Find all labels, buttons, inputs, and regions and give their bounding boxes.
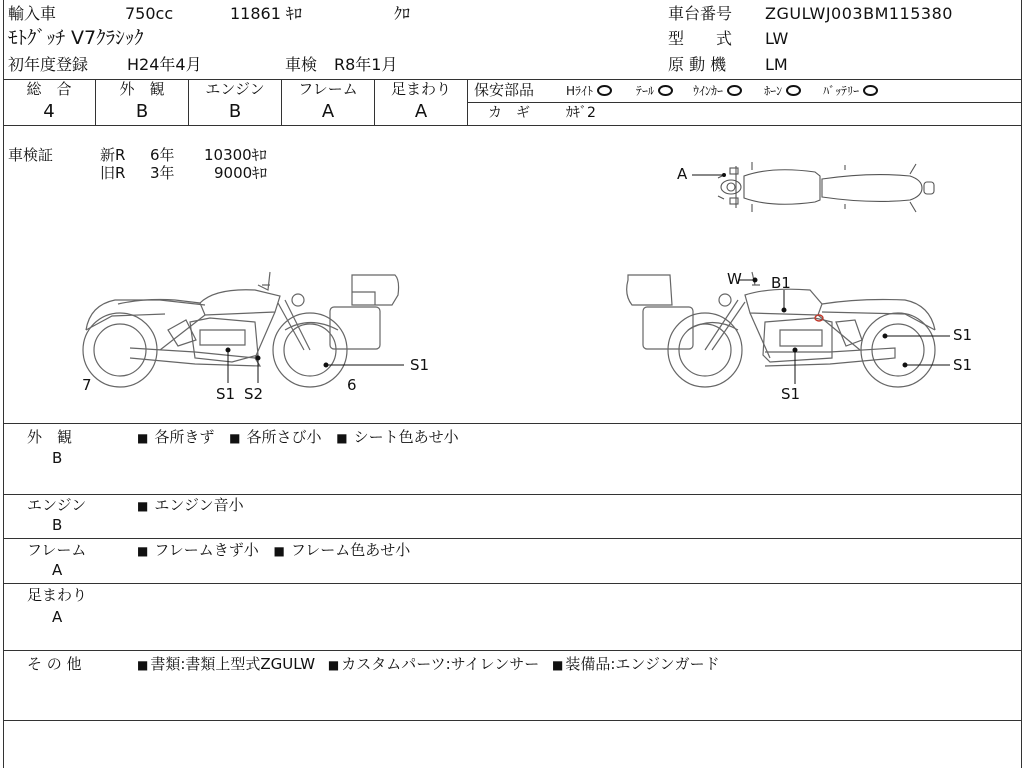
type-label: 型 式 [668, 29, 733, 48]
import-label: 輸入車 [8, 4, 57, 23]
bullet-icon: ■ [137, 431, 149, 445]
section-notes-engine: ■ エンジン音小 [137, 496, 244, 514]
section-notes-exterior: ■ 各所きず ■ 各所さび小 ■ シート色あせ小 [137, 428, 459, 446]
key-value: ｶｷﾞ2 [566, 105, 596, 121]
section-grade-engine: B [52, 516, 63, 534]
frame-no-value: ZGULWJ003BM115380 [765, 4, 953, 23]
safety-item-battery: ﾊﾞｯﾃﾘｰ [823, 82, 878, 98]
grade-frame: A [321, 101, 335, 122]
cert-new-name: 新R [100, 146, 126, 164]
cert-old-price: 9000ｷﾛ [214, 164, 268, 182]
cert-old-name: 旧R [100, 164, 126, 182]
cert-new-years: 6年 [150, 146, 175, 164]
grade-header-engine: エンジン [205, 80, 265, 98]
section-label-exterior: 外 観 [27, 428, 73, 446]
mark-right-w: W [727, 270, 742, 288]
type-value: LW [765, 29, 789, 48]
mark-right-s1-rear: S1 [953, 356, 973, 374]
frame-no-label: 車台番号 [668, 4, 733, 23]
grade-header-frame: フレーム [298, 80, 358, 98]
mark-left-6: 6 [347, 376, 357, 394]
bullet-icon: ■ [137, 544, 149, 558]
cert-label: 車検証 [8, 146, 54, 164]
safety-item-horn: ﾎｰﾝ [764, 82, 801, 98]
bullet-icon: ■ [336, 431, 348, 445]
grade-exterior: B [135, 101, 149, 122]
engine-type-value: LM [765, 55, 788, 74]
section-label-frame: フレーム [27, 541, 87, 559]
section-notes-other: ■ 書類:書類上型式ZGULW ■ カスタムパーツ:サイレンサー ■ 装備品:エンジンガード [137, 655, 720, 673]
safety-item-headlight: Hﾗｲﾄ [566, 82, 612, 98]
grade-header-overall: 総 合 [26, 80, 72, 98]
mark-left-7: 7 [82, 376, 92, 394]
bullet-icon: ■ [273, 544, 285, 558]
section-grade-suspension: A [52, 608, 63, 626]
section-grade-frame: A [52, 561, 63, 579]
mark-top-a: A [677, 165, 688, 183]
key-label: カ ギ [488, 105, 530, 121]
mileage: 11861 ｷﾛ [230, 4, 302, 23]
mark-left-s1: S1 [216, 385, 236, 403]
section-grade-exterior: B [52, 449, 63, 467]
bullet-icon: ■ [229, 431, 241, 445]
safety-label: 保安部品 [474, 81, 535, 99]
grade-header-exterior: 外 観 [119, 80, 165, 98]
mark-right-s1-seat: S1 [953, 326, 973, 344]
first-reg-value: H24年4月 [127, 55, 202, 74]
section-label-suspension: 足まわり [27, 586, 88, 604]
mark-right-b1: B1 [771, 274, 791, 292]
bullet-icon: ■ [327, 658, 340, 672]
displacement: 750cc [125, 4, 174, 23]
bullet-icon: ■ [137, 499, 149, 513]
grade-engine: B [228, 101, 242, 122]
body-color: ｸﾛ [394, 4, 411, 23]
mark-left-s2: S2 [244, 385, 264, 403]
cert-new-price: 10300ｷﾛ [204, 146, 267, 164]
engine-type-label: 原 動 機 [668, 55, 727, 74]
bullet-icon: ■ [137, 658, 149, 672]
grade-header-suspension: 足まわり [390, 80, 451, 98]
cert-old-years: 3年 [150, 164, 175, 182]
grade-overall: 4 [43, 101, 55, 122]
model-name: ﾓﾄｸﾞｯﾁ V7ｸﾗｼｯｸ [8, 27, 144, 49]
mark-right-s1-engine: S1 [781, 385, 801, 403]
inspection-label: 車検 [285, 55, 318, 74]
section-label-other: そ の 他 [27, 655, 82, 673]
section-notes-frame: ■ フレームきず小 ■ フレーム色あせ小 [137, 541, 411, 559]
bullet-icon: ■ [552, 658, 564, 672]
section-label-engine: エンジン [27, 496, 87, 514]
mark-left-s1-front: S1 [410, 356, 430, 374]
safety-item-tail: ﾃｰﾙ [636, 82, 673, 98]
grade-suspension: A [414, 101, 428, 122]
inspection-value: R8年1月 [334, 55, 398, 74]
safety-item-winker: ｳｲﾝｶｰ [693, 82, 742, 98]
first-reg-label: 初年度登録 [8, 55, 89, 74]
